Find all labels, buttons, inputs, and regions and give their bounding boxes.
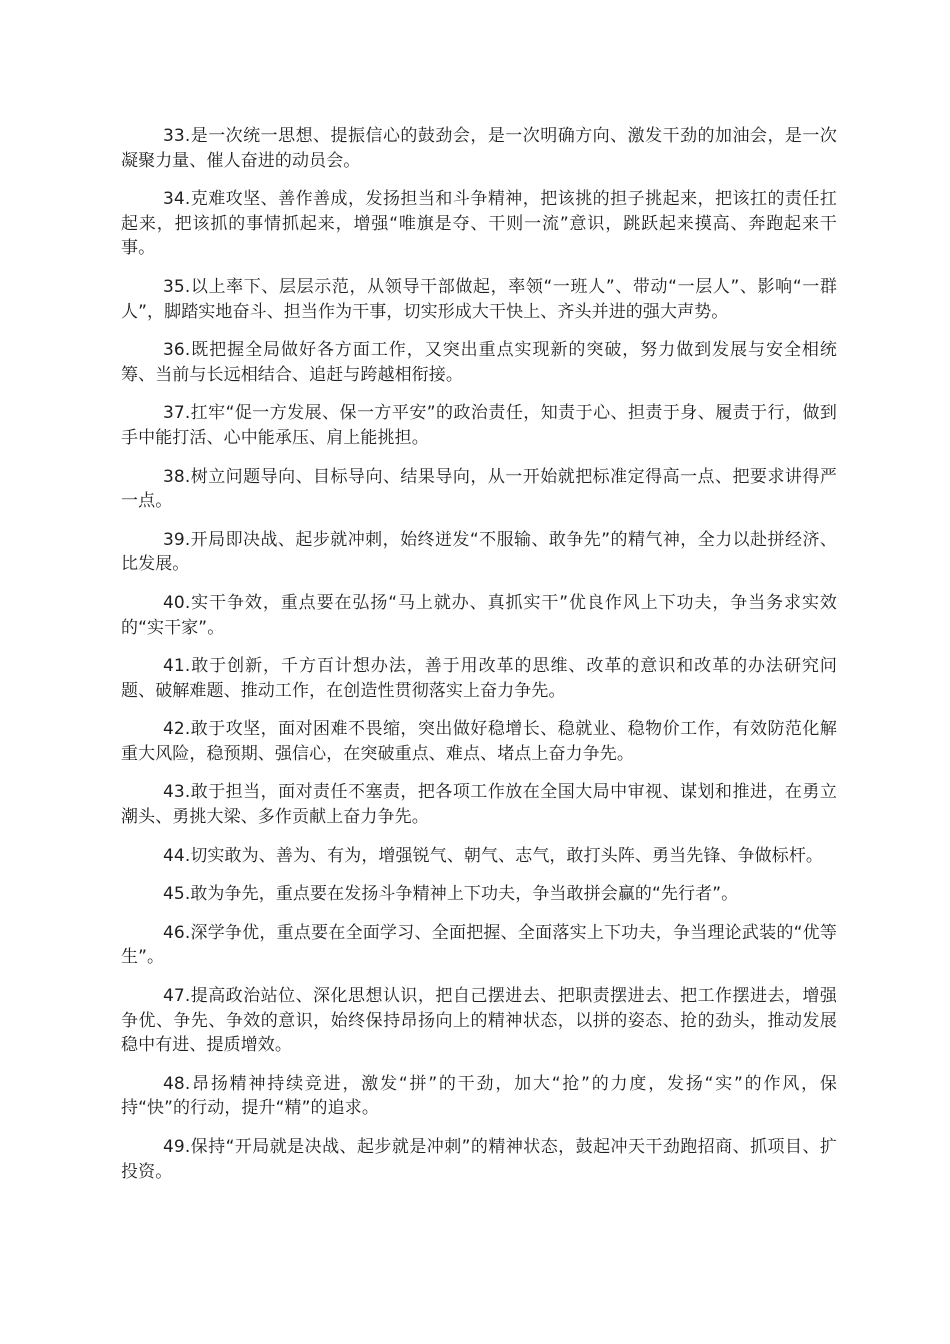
- paragraph-48: 48.昂扬精神持续竞进，激发“拼”的干劲，加大“抢”的力度，发扬“实”的作风，保持“快”的行动，提升“精”的追求。: [121, 1073, 837, 1119]
- paragraph-39: 39.开局即决战、起步就冲刺，始终迸发“不服输、敢争先”的精气神，全力以赴拼经济、比发展。: [121, 529, 837, 575]
- paragraph-43: 43.敢于担当，面对责任不塞责，把各项工作放在全国大局中审视、谋划和推进，在勇立潮头、勇挑大梁、多作贡献上奋力争先。: [121, 782, 837, 828]
- document-body: [121, 124, 837, 1198]
- paragraph-38: 38.树立问题导向、目标导向、结果导向，从一开始就把标准定得高一点、把要求讲得严一点。: [121, 466, 837, 512]
- paragraph-42: 42.敢于攻坚，面对困难不畏缩，突出做好稳增长、稳就业、稳物价工作，有效防范化解重大风险，稳预期、强信心，在突破重点、难点、堵点上奋力争先。: [121, 719, 837, 764]
- paragraph-46: 46.深学争优，重点要在全面学习、全面把握、全面落实上下功夫，争当理论武装的“优等生”。: [121, 922, 837, 968]
- paragraph-47: 47.提高政治站位、深化思想认识，把自己摆进去、把职责摆进去、把工作摆进去，增强争优、争先、争效的意识，始终保持昂扬向上的精神状态，以拼的姿态、抢的劲头，推动发展稳中有进、提质增效。: [121, 986, 837, 1056]
- paragraph-34: 34.克难攻坚、善作善成，发扬担当和斗争精神，把该挑的担子挑起来，把该扛的责任扛起来，把该抓的事情抓起来，增强“唯旗是夺、干则一流”意识，跳跃起来摸高、奔跑起来干事。: [121, 189, 837, 259]
- paragraph-41: 41.敢于创新，千方百计想办法，善于用改革的思维、改革的意识和改革的办法研究问题、破解难题、推动工作，在创造性贯彻落实上奋力争先。: [121, 656, 837, 701]
- paragraph-49: 49.保持“开局就是决战、起步就是冲刺”的精神状态，鼓起冲天干劲跑招商、抓项目、扩投资。: [121, 1137, 837, 1182]
- paragraph-33: 33.是一次统一思想、提振信心的鼓劲会，是一次明确方向、激发干劲的加油会，是一次凝聚力量、催人奋进的动员会。: [121, 126, 837, 171]
- paragraph-37: 37.扛牢“促一方发展、保一方平安”的政治责任，知责于心、担责于身、履责于行，做到手中能打活、心中能承压、肩上能挑担。: [121, 403, 837, 448]
- paragraph-44: 44.切实敢为、善为、有为，增强锐气、朝气、志气，敢打头阵、勇当先锋、争做标杆。: [163, 845, 824, 866]
- paragraph-40: 40.实干争效，重点要在弘扬“马上就办、真抓实干”优良作风上下功夫，争当务求实效的“实干家”。: [121, 592, 837, 638]
- paragraph-35: 35.以上率下、层层示范，从领导干部做起，率领“一班人”、带动“一层人”、影响“一群人”，脚踏实地奋斗、担当作为干事，切实形成大干快上、齐头并进的强大声势。: [121, 276, 837, 322]
- paragraph-36: 36.既把握全局做好各方面工作，又突出重点实现新的突破，努力做到发展与安全相统筹、当前与长远相结合、追赶与跨越相衔接。: [121, 340, 837, 385]
- paragraph-45: 45.敢为争先，重点要在发扬斗争精神上下功夫，争当敢拼会赢的“先行者”。: [163, 884, 739, 905]
